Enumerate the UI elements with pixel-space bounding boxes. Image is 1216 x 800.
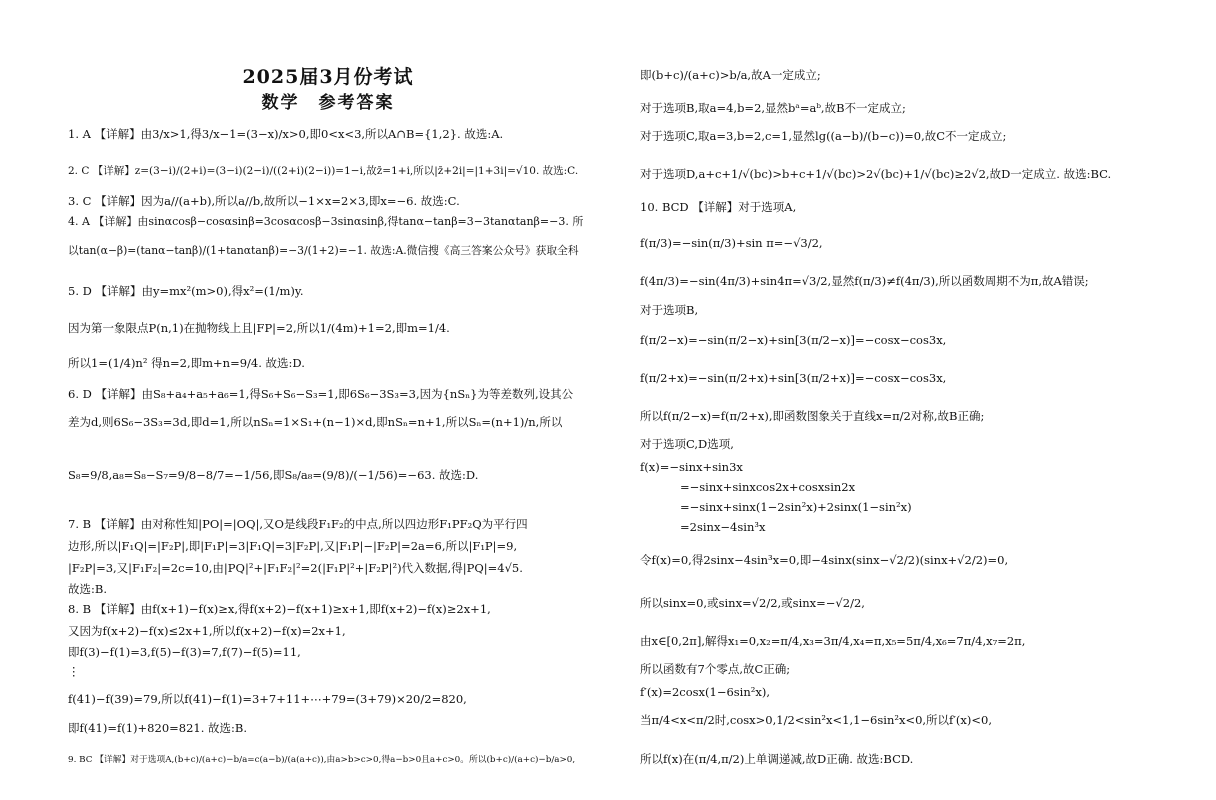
answer-line: 由x∈[0,2π],解得x₁=0,x₂=π/4,x₃=3π/4,x₄=π,x₅=5π/4,x₆=7π/4,x₇=2π, [640, 634, 1026, 648]
answer-line: =2sinx−4sin³x [680, 520, 766, 534]
answer-line: 3. C 【详解】因为a//(a+b),所以a//b,故所以−1×x=2×3,即x=−6. 故选:C. [68, 194, 460, 208]
answer-line: 令f(x)=0,得2sinx−4sin³x=0,即−4sinx(sinx−√2/2)(sinx+√2/2)=0, [640, 553, 1009, 567]
answer-line: 即(b+c)/(a+c)>b/a,故A一定成立; [640, 68, 821, 82]
answer-line: f(4π/3)=−sin(4π/3)+sin4π=√3/2,显然f(π/3)≠f(4π/3),所以函数周期不为π,故A错误; [640, 274, 1089, 288]
answer-line: 2. C 【详解】z=(3−i)/(2+i)=(3−i)(2−i)/((2+i)(2−i))=1−i,故z̄=1+i,所以|z̄+2i|=|1+3i|=√10. 故选:C. [68, 165, 579, 177]
answer-line: 对于选项D,a+c+1/√(bc)>b+c+1/√(bc)>2√(bc)+1/√(bc)≥2√2,故D一定成立. 故选:BC. [640, 167, 1112, 181]
answer-line: 对于选项B, [640, 303, 699, 317]
answer-line: =−sinx+sinx(1−2sin²x)+2sinx(1−sin²x) [680, 500, 912, 514]
answer-line: 当π/4<x<π/2时,cosx>0,1/2<sin²x<1,1−6sin²x<0,所以f′(x)<0, [640, 713, 992, 727]
answer-line: f(41)−f(39)=79,所以f(41)−f(1)=3+7+11+⋯+79=(3+79)×20/2=820, [68, 692, 467, 706]
answer-line: f(x)=−sinx+sin3x [640, 460, 743, 474]
page-title: 2025届3月份考试 [242, 66, 414, 88]
answer-line: =−sinx+sinxcos2x+cosxsin2x [680, 480, 856, 494]
answer-line: 差为d,则6S₆−3S₃=3d,即d=1,所以nSₙ=1×S₁+(n−1)×d,即nSₙ=n+1,所以Sₙ=(n+1)/n,所以 [68, 415, 563, 429]
answer-line: ⋮ [68, 664, 80, 678]
answer-line: 所以f(x)在(π/4,π/2)上单调递减,故D正确. 故选:BCD. [640, 752, 914, 766]
answer-line: f′(x)=2cosx(1−6sin²x), [640, 685, 771, 699]
answer-line: 1. A 【详解】由3/x>1,得3/x−1=(3−x)/x>0,即0<x<3,所以A∩B={1,2}. 故选:A. [68, 127, 504, 141]
answer-line: 即f(3)−f(1)=3,f(5)−f(3)=7,f(7)−f(5)=11, [68, 645, 301, 659]
answer-line: 故选:B. [68, 582, 107, 596]
answer-line: 因为第一象限点P(n,1)在抛物线上且|FP|=2,所以1/(4m)+1=2,即m=1/4. [68, 321, 450, 335]
answer-line: 又因为f(x+2)−f(x)≤2x+1,所以f(x+2)−f(x)=2x+1, [68, 624, 346, 638]
answer-line: |F₂P|=3,又|F₁F₂|=2c=10,由|PQ|²+|F₁F₂|²=2(|F₁P|²+|F₂P|²)代入数据,得|PQ|=4√5. [68, 561, 523, 575]
answer-line: 以tan(α−β)=(tanα−tanβ)/(1+tanαtanβ)=−3/(1+2)=−1. 故选:A.微信搜《高三答案公众号》获取全科 [68, 244, 579, 257]
answer-line: 对于选项B,取a=4,b=2,显然bᵃ=aᵇ,故B不一定成立; [640, 101, 906, 115]
answer-line: 7. B 【详解】由对称性知|PO|=|OQ|,又O是线段F₁F₂的中点,所以四边形F₁PF₂Q为平行四 [68, 517, 528, 531]
answer-line: 对于选项C,取a=3,b=2,c=1,显然lg((a−b)/(b−c))=0,故C不一定成立; [640, 129, 1007, 143]
answer-line: S₈=9/8,a₈=S₈−S₇=9/8−8/7=−1/56,即S₈/a₈=(9/8)/(−1/56)=−63. 故选:D. [68, 468, 479, 482]
answer-line: f(π/2−x)=−sin(π/2−x)+sin[3(π/2−x)]=−cosx−cos3x, [640, 333, 947, 347]
answer-line: 所以函数有7个零点,故C正确; [640, 662, 791, 676]
answer-line: 对于选项C,D选项, [640, 437, 734, 451]
answer-line: 边形,所以|F₁Q|=|F₂P|,即|F₁P|=3|F₁Q|=3|F₂P|,又|F₁P|−|F₂P|=2a=6,所以|F₁P|=9, [68, 539, 518, 553]
answer-line: 8. B 【详解】由f(x+1)−f(x)≥x,得f(x+2)−f(x+1)≥x+1,即f(x+2)−f(x)≥2x+1, [68, 602, 491, 616]
page-subtitle: 数学 参考答案 [261, 93, 395, 113]
answer-line: 所以f(π/2−x)=f(π/2+x),即函数图象关于直线x=π/2对称,故B正确; [640, 409, 985, 423]
answer-line: 10. BCD 【详解】对于选项A, [640, 200, 797, 214]
answer-line: 即f(41)=f(1)+820=821. 故选:B. [68, 721, 248, 735]
answer-line: 6. D 【详解】由S₈+a₄+a₅+a₆=1,得S₆+S₆−S₃=1,即6S₆−3S₃=3,因为{nSₙ}为等差数列,设其公 [68, 387, 574, 401]
answer-line: 所以1=(1/4)n² 得n=2,即m+n=9/4. 故选:D. [68, 356, 305, 370]
answer-line: 4. A 【详解】由sinαcosβ−cosαsinβ=3cosαcosβ−3sinαsinβ,得tanα−tanβ=3−3tanαtanβ=−3. 所 [68, 215, 584, 228]
answer-line: 5. D 【详解】由y=mx²(m>0),得x²=(1/m)y. [68, 284, 304, 298]
answer-line: f(π/3)=−sin(π/3)+sin π=−√3/2, [640, 236, 823, 250]
answer-line: 所以sinx=0,或sinx=√2/2,或sinx=−√2/2, [640, 596, 865, 610]
answer-line: f(π/2+x)=−sin(π/2+x)+sin[3(π/2+x)]=−cosx−cos3x, [640, 371, 947, 385]
answer-line: 9. BC 【详解】对于选项A,(b+c)/(a+c)−b/a=c(a−b)/(a(a+c)),由a>b>c>0,得a−b>0且a+c>0。所以(b+c)/(a+c)−b/a>0, [68, 755, 576, 765]
